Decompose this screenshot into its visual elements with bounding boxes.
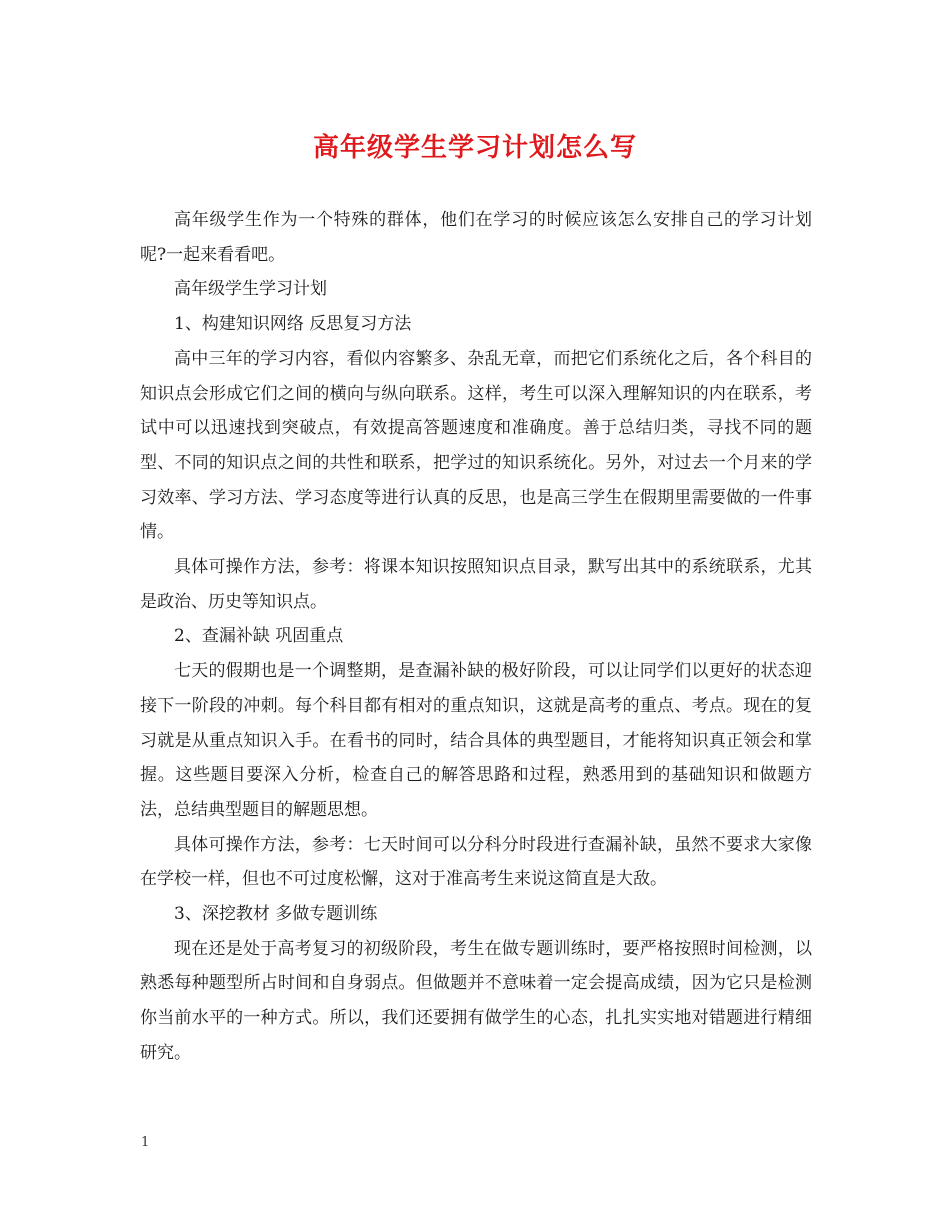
- method-paragraph-2: 具体可操作方法，参考：七天时间可以分科分时段进行查漏补缺，虽然不要求大家像在学校一样，但也不可过度松懈，这对于准高考生来说这简直是大敌。: [140, 834, 812, 890]
- body-paragraph: 七天的假期也是一个调整期，是查漏补缺的极好阶段，可以让同学们以更好的状态迎接下一阶段的冲刺。每个科目都有相对的重点知识，这就是高考的重点、考点。现在的复习就是从重点知识入手。在看书的同时，结合具体的典型题目，才能将知识真正领会和掌握。这些题目要深入分析，检查自己的解答思路和过程，熟悉用到的基础知识和做题方法，总结典型题目的解题思想。: [140, 661, 812, 820]
- document-title: 高年级学生学习计划怎么写: [312, 133, 637, 163]
- intro-paragraph: 高年级学生作为一个特殊的群体，他们在学习的时候应该怎么安排自己的学习计划呢?一起来看看吧。: [140, 210, 812, 265]
- body-paragraph: 现在还是处于高考复习的初级阶段，考生在做专题训练时，要严格按照时间检测，以熟悉每种题型所占时间和自身弱点。但做题并不意味着一定会提高成绩，因为它只是检测你当前水平的一种方式。所以，我们还要拥有做学生的心态，扎扎实实地对错题进行精细研究。: [140, 938, 812, 1063]
- section-heading: 高年级学生学习计划: [174, 279, 327, 300]
- document-body: [140, 203, 812, 1071]
- point-heading-3: 3、深挖教材 多做专题训练: [174, 904, 378, 925]
- point-heading-2: 2、查漏补缺 巩固重点: [174, 626, 344, 647]
- method-paragraph-1: 具体可操作方法，参考：将课本知识按照知识点目录，默写出其中的系统联系，尤其是政治、历史等知识点。: [140, 557, 812, 612]
- body-paragraph: 高中三年的学习内容，看似内容繁多、杂乱无章，而把它们系统化之后，各个科目的知识点会形成它们之间的横向与纵向联系。这样，考生可以深入理解知识的内在联系，考试中可以迅速找到突破点，有效提高答题速度和准确度。善于总结归类，寻找不同的题型、不同的知识点之间的共性和联系，把学过的知识系统化。另外，对过去一个月来的学习效率、学习方法、学习态度等进行认真的反思，也是高三学生在假期里需要做的一件事情。: [140, 348, 812, 543]
- page-number: 1: [141, 1135, 150, 1150]
- point-heading-1: 1、构建知识网络 反思复习方法: [174, 314, 412, 335]
